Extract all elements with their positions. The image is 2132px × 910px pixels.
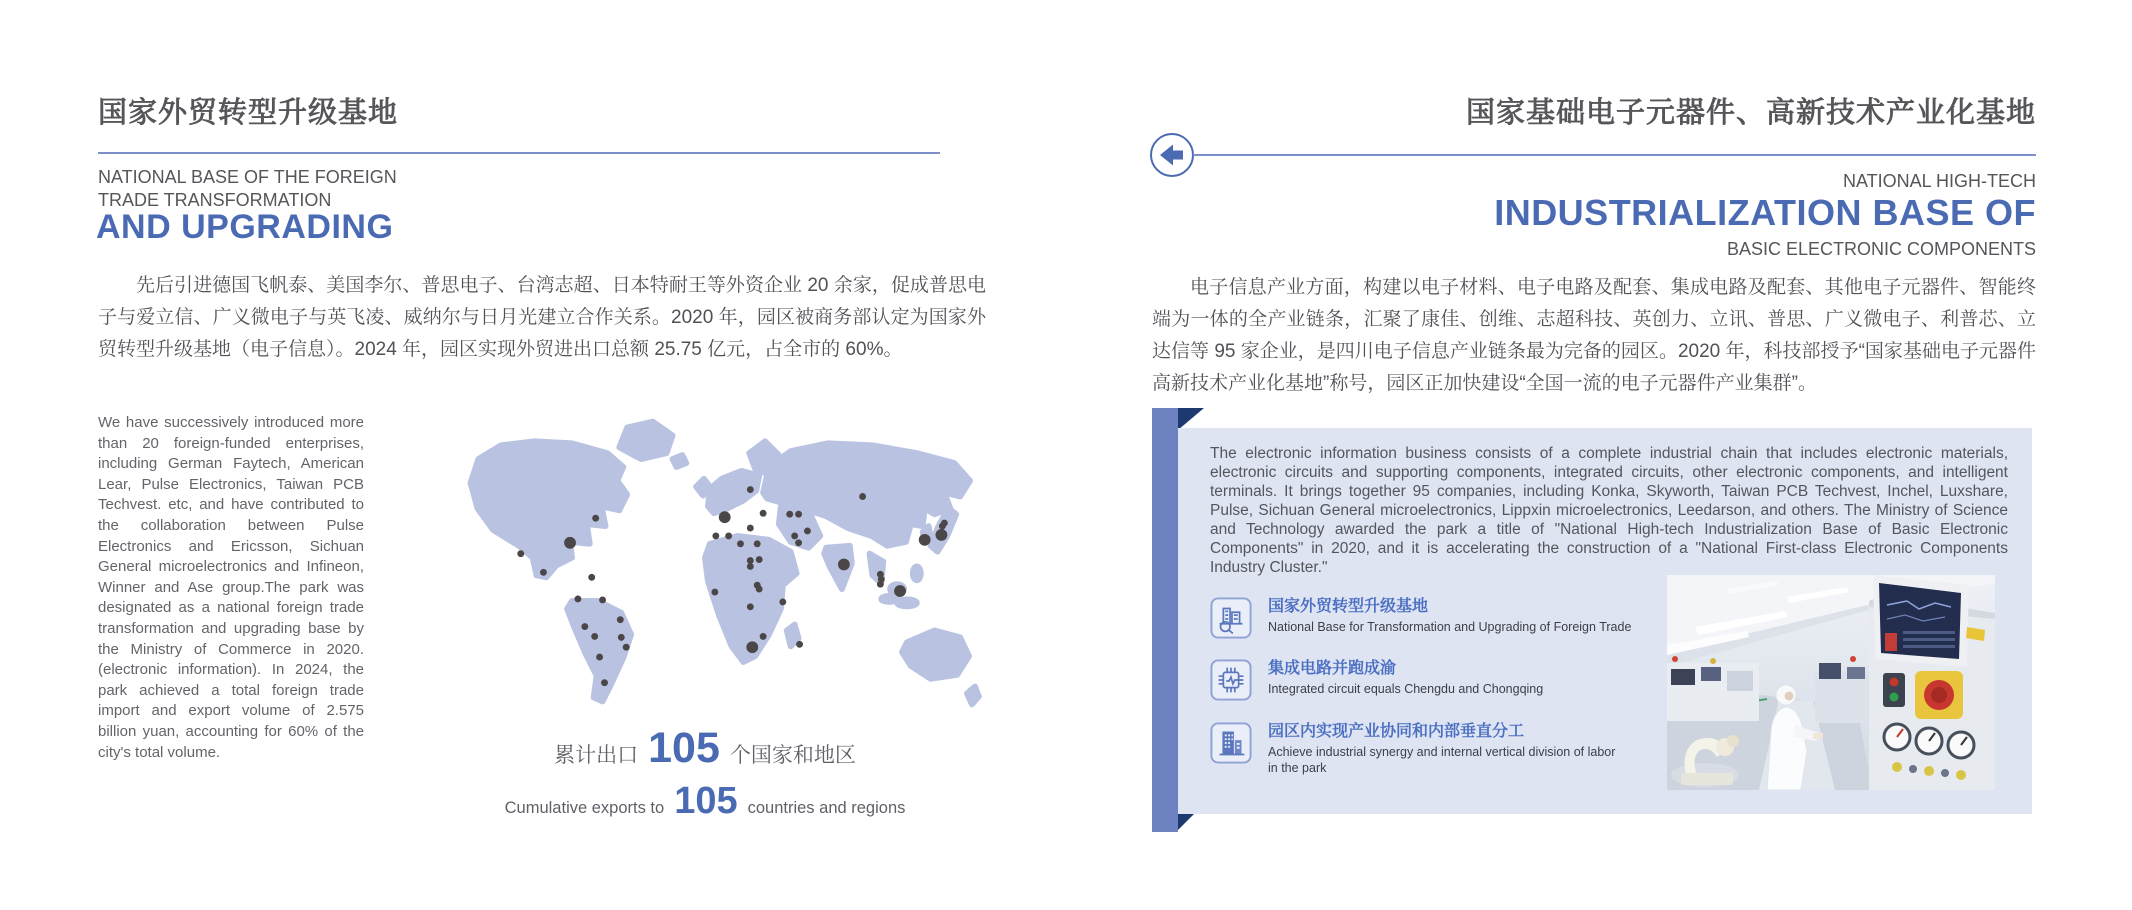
title-divider (1193, 154, 2036, 156)
folded-corner-top (1178, 408, 1204, 430)
headline-en: AND UPGRADING (96, 208, 394, 246)
stat-en-prefix: Cumulative exports to (504, 799, 665, 817)
foreign-trade-base-icon (1210, 597, 1252, 639)
feature-subtitle: Achieve industrial synergy and internal vertical division of labor in the park (1268, 745, 1616, 775)
stat-zh-value: 105 (648, 724, 720, 772)
feature-item (1210, 722, 1618, 776)
world-map (420, 398, 990, 728)
paragraph-zh: 电子信息产业方面，构建以电子材料、电子电路及配套、集成电路及配套、其他电子元器件、智能终端为一体的全产业链条，汇聚了康佳、创维、志超科技、英创力、立讯、普思、广义微电子、利普芯、立达信等 95 家企业，是四川电子信息产业链条最为完备的园区。2020 年，科技部授予“国家基础电子元器件高新技术产业化基地”称号，园区正加快建设“全国一流的电子元器件产业集群”。 (1152, 277, 2036, 394)
subtitle-en-top: NATIONAL HIGH-TECH (1842, 171, 2036, 191)
folded-corner-bottom (1178, 814, 1194, 830)
paragraph-zh: 先后引进德国飞帆泰、美国李尔、普思电子、台湾志超、日本特耐王等外资企业 20 余家，促成普思电子与爱立信、广义微电子与英飞凌、威纳尔与日月光建立合作关系。2020 年，园区被商务部认定为国家外贸转型升级基地（电子信息）。2024 年，园区实现外贸进出口总额 25.75 亿元，占全市的 60%。 (98, 275, 986, 360)
integrated-circuit-icon (1210, 659, 1252, 701)
feature-title: 国家外贸转型升级基地 (1268, 598, 1429, 615)
paragraph-en: We have successively introduced more than 20 foreign-funded enterprises, including German Faytech, American Lear, Pulse Electronics, Taiwan PCB Techvest. etc, and have contributed to the collaboration between Pulse Electronics and Ericsson, Sichuan General microelectronics and Infineon, Winner and Ase group.The park was designated as a national foreign trade transformation and upgrading base by the Ministry of Commerce in 2020. (electronic information). In 2024, the park achieved a total foreign trade import and export volume of 2.575 billion yuan, accounting for 60% of the city's total volume. (98, 414, 364, 761)
title-divider (98, 152, 940, 154)
feature-item (1210, 597, 1631, 639)
info-box-paragraph: The electronic information business consists of a complete industrial chain that includes electronic materials, electronic circuits and supporting components, integrated circuits, other electronic components, and intelligent terminals. It brings together 95 companies, including Konka, Skyworth, Taiwan PCB Techvest, Inchel, Luxshare, Pulse, Sichuan General microelectronics, Lippxin microelectronics, Leedarson, and others. The Ministry of Science and Technology awarded the park a title of "National High-tech Industrialization Base of Basic Electronic Components" in 2020, and it is accelerating the construction of a "National First-class Electronic Components Industry Cluster." (1210, 445, 2008, 576)
page-title: 国家外贸转型升级基地 (98, 97, 399, 129)
subtitle-en: NATIONAL BASE OF THE FOREIGN TRADE TRANSFORMATION (98, 167, 397, 210)
building-icon (1210, 722, 1252, 764)
page-title: 国家基础电子元器件、高新技术产业化基地 (1465, 97, 2036, 129)
subtitle-en-bottom: BASIC ELECTRONIC COMPONENTS (1726, 239, 2036, 259)
stat-en-value: 105 (674, 780, 738, 822)
feature-subtitle: Integrated circuit equals Chengdu and Chongqing (1268, 682, 1544, 696)
map-landmasses (471, 422, 979, 705)
feature-item (1210, 659, 1543, 701)
feature-title: 集成电路并跑成渝 (1268, 660, 1397, 677)
stat-en (420, 780, 990, 823)
feature-title: 园区内实现产业协同和内部垂直分工 (1268, 723, 1525, 740)
stat-zh-prefix: 累计出口 (554, 744, 639, 767)
stat-zh (420, 724, 990, 773)
stat-zh-suffix: 个国家和地区 (729, 744, 856, 767)
cleanroom-photo (1667, 575, 1995, 790)
circle-left-arrow-icon (1149, 132, 1195, 178)
stat-en-suffix: countries and regions (747, 799, 906, 817)
feature-subtitle: National Base for Transformation and Upgrading of Foreign Trade (1268, 620, 1632, 634)
accent-bar (1152, 408, 1178, 832)
headline-en: INDUSTRIALIZATION BASE OF (1494, 192, 2036, 233)
